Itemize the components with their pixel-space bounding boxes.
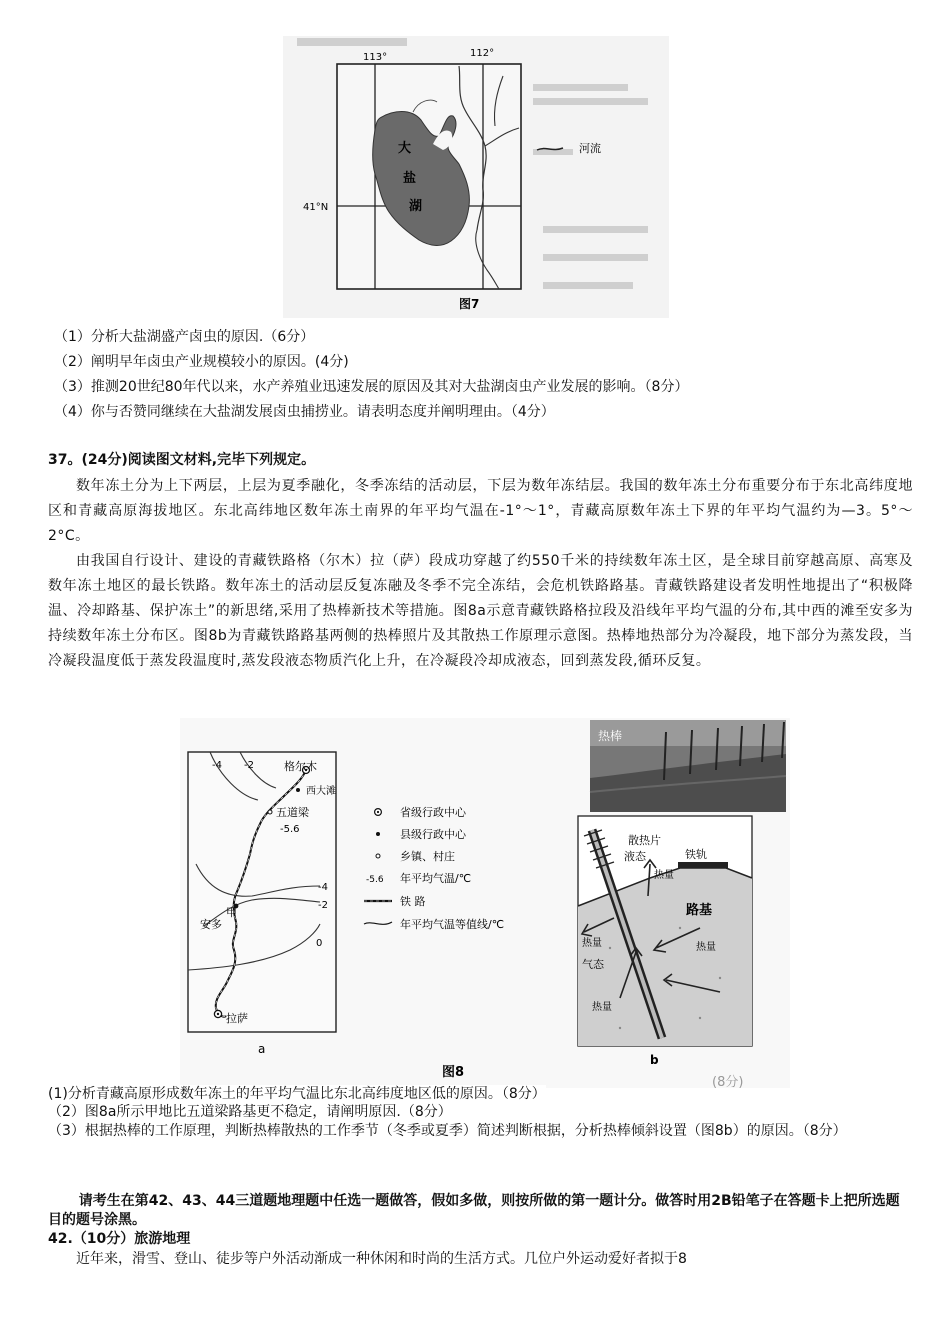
optional-question-instruction: 请考生在第42、43、44三道题地理题中任选一题做答，假如多做，则按所做的第一题计分。做答时用2B铅笔子在答题卡上把所选题目的题号涂黑。	[48, 1193, 900, 1228]
diagram-label-gas: 气态	[582, 958, 604, 971]
diagram-label-heat-3: 热量	[696, 942, 716, 953]
label-golmud: 格尔木	[284, 760, 317, 773]
figure-7	[283, 36, 669, 318]
legend-county: 县级行政中心	[400, 828, 466, 841]
legend-railway: 铁 路	[400, 895, 426, 908]
diagram-label-roadbed: 路基	[686, 903, 713, 918]
diagram-label-liquid: 液态	[624, 850, 646, 863]
legend-temp-sample: -5.6	[366, 875, 384, 885]
lon-label-112: 112°	[470, 48, 495, 59]
q42-text: 近年来，滑雪、登山、徒步等户外活动渐成一种休闲和时尚的生活方式。几位户外运动爱好者拟于8	[76, 1251, 687, 1267]
legend-isotherm: 年平均气温等值线/℃	[400, 918, 505, 931]
heat-rod-photo	[590, 720, 786, 812]
legend-provincial: 省级行政中心	[400, 806, 466, 819]
diagram-label-fins: 散热片	[628, 834, 661, 847]
temp-minus2: -2	[318, 900, 328, 911]
fig8b-label: b	[650, 1053, 659, 1067]
diagram-label-heat-2: 热量	[582, 938, 602, 949]
legend-temp: 年平均气温/℃	[400, 872, 472, 885]
q37-material	[48, 474, 913, 674]
figure-8-caption: 图8	[442, 1065, 465, 1080]
legend-river-label: 河流	[579, 142, 601, 155]
q37-heading: 37。(24分)阅读图文材料,完毕下列规定。	[48, 452, 316, 468]
q36-item-1: （1）分析大盐湖盛产卤虫的原因.（6分）	[54, 329, 315, 345]
temp-wudaoliang: -5.6	[280, 824, 300, 835]
label-jia: 甲	[226, 906, 237, 919]
lat-label: 41°N	[303, 202, 329, 213]
diagram-label-rail: 铁轨	[685, 848, 707, 861]
figure-8-graphic	[180, 718, 790, 1088]
lon-label-113: 113°	[363, 52, 388, 63]
temp-minus4-top: -4	[212, 760, 222, 771]
lake-char-3: 湖	[409, 199, 423, 214]
figure-7-map	[283, 36, 669, 318]
temp-zero: 0	[316, 938, 323, 949]
wudaoliang-marker	[268, 810, 272, 814]
q37-paragraph-2: 由我国自行设计、建设的青藏铁路格（尔木）拉（萨）段成功穿越了约550千米的持续数年冻土区，是全球目前穿越高原、高寒及数年冻土地区的最长铁路。数年冻土的活动层反复冻融及冬季不完全冻结，会危机铁路路基。青藏铁路建设者发明性地提出了“积极降温、冷却路基、保护冻土”的新思绪,采用了热棒新技术等措施。图8a示意青藏铁路格拉段及沿线年平均气温的分布,其中西的滩至安多为持续数年冻土分布区。图8b为青藏铁路路基两侧的热棒照片及其散热工作原理示意图。热棒地热部分为冷凝段，地下部分为蒸发段，当冷凝段温度低于蒸发段温度时,蒸发段液态物质汽化上升，在冷凝段冷却成液态，回到蒸发段,循环反复。	[48, 553, 913, 669]
diagram-label-heat-1: 热量	[654, 870, 674, 881]
xidatan-marker	[296, 788, 300, 792]
q37-item-1: (1)分析青藏高原形成数年冻土的年平均气温比东北高纬度地区低的原因。（8分）	[48, 1086, 546, 1102]
photo-label-heat-rod: 热棒	[598, 729, 623, 743]
overlap-score-text: (8分)	[712, 1075, 744, 1088]
figure-8	[180, 718, 790, 1088]
q37-paragraph-1: 数年冻土分为上下两层，上层为夏季融化，冬季冻结的活动层，下层为数年冻结层。我国的数年冻土分布重要分布于东北高纬度地区和青藏高原海拔地区。东北高纬地区数年冻土南界的年平均气温在-1°～1°，青藏高原数年冻土下界的年平均气温约为—3。5°～2°C。	[48, 478, 913, 544]
q36-item-4: （4）你与否赞同继续在大盐湖发展卤虫捕捞业。请表明态度并阐明理由。（4分）	[54, 404, 555, 420]
label-wudaoliang: 五道梁	[276, 806, 309, 819]
figure-7-caption: 图7	[459, 297, 480, 311]
temp-minus2-top: -2	[244, 760, 254, 771]
q37-item-3: （3）根据热棒的工作原理，判断热棒散热的工作季节（冬季或夏季）简述判断根据，分析热棒倾斜设置（图8b）的原因。（8分）	[48, 1123, 847, 1139]
label-lasa: 拉萨	[226, 1012, 248, 1025]
diagram-label-heat-4: 热量	[592, 1002, 612, 1013]
q42-heading: 42.（10分）旅游地理	[48, 1231, 191, 1247]
lake-char-1: 大	[398, 141, 412, 156]
heat-rod-diagram	[578, 816, 752, 1046]
label-xidatan: 西大滩	[306, 786, 336, 797]
label-anduo: 安多	[200, 918, 222, 931]
q36-item-3: （3）推测20世纪80年代以来，水产养殖业迅速发展的原因及其对大盐湖卤虫产业发展的影响。（8分）	[54, 379, 689, 395]
legend-village: 乡镇、村庄	[400, 850, 455, 863]
lake-char-2: 盐	[403, 171, 417, 186]
fig8a-label: a	[258, 1042, 266, 1056]
q36-item-2: （2）阐明早年卤虫产业规模较小的原因。(4分)	[54, 354, 349, 370]
temp-minus4: -4	[318, 882, 328, 893]
q37-item-2: （2）图8a所示甲地比五道梁路基更不稳定，请阐明原因.（8分）	[48, 1104, 452, 1120]
